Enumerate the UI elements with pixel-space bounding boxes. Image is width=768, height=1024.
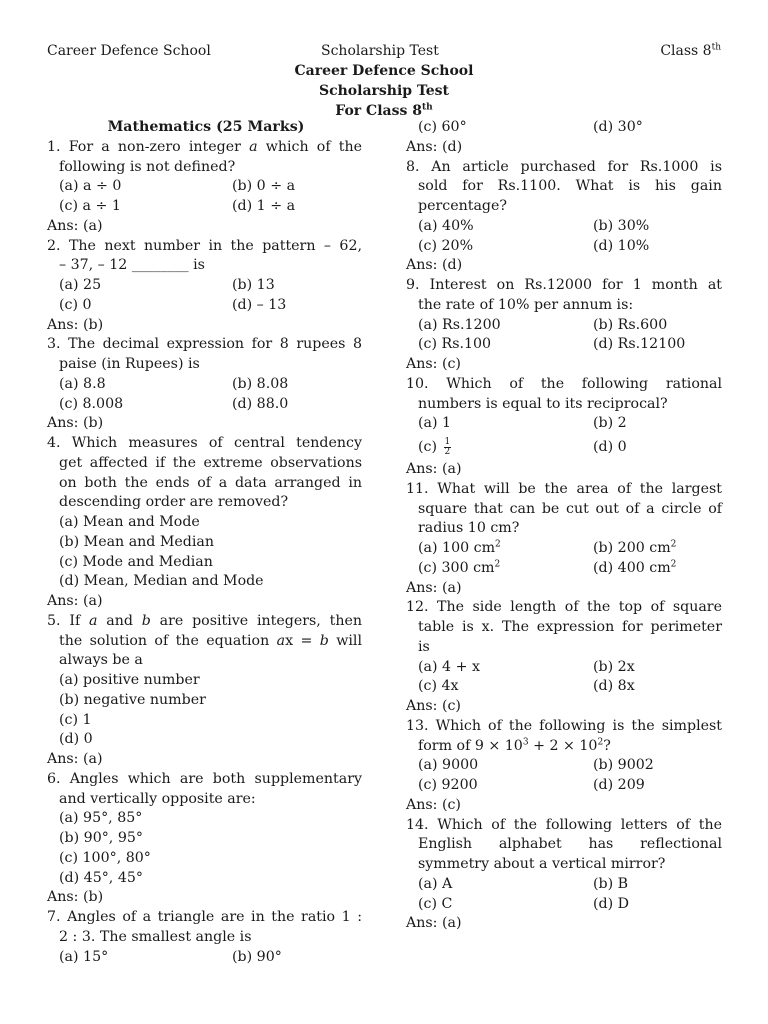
question-8: 8. An article purchased for Rs.1000 is sold for Rs.1100. What is his gain percentage? (a) 40% (b) 30% (c) 20% (d) 10% Ans: (d) [406, 158, 722, 277]
options-row: (a) a ÷ 0 (b) 0 ÷ a [59, 178, 296, 195]
options-row: (c) 4x (d) 8x [418, 678, 635, 695]
answer: Ans: (b) [47, 415, 104, 432]
title-school: Career Defence School [294, 63, 474, 79]
title-test: Scholarship Test [318, 83, 450, 99]
question-13: 13. Which of the following is the simplest form of $9 \times 10^3 + 2 \times 10^2$? (a) 9000 (b) 9002 (c) 9200 (d) 209 Ans: (c) [406, 717, 722, 816]
question-6: 6. Angles which are both supplementary and vertically opposite are: (a) 95°, 85° (b) 90°, 95° (c) 100°, 80° (d) 45°, 45° Ans: (b) [47, 770, 362, 908]
header-test: Scholarship Test [321, 43, 439, 59]
title-class: For Class 8th [335, 102, 433, 119]
options-row: (c) C (d) D [418, 895, 630, 912]
left-column [47, 118, 362, 967]
running-header [47, 43, 721, 63]
options-row: (a) 100 $cm^2$ (b) 200 $cm^2$ [418, 539, 677, 556]
options-row: (c) 20% (d) 10% [418, 237, 650, 254]
options-row: (c) 8.008 (d) 88.0 [59, 395, 289, 412]
options-row: (c) 300 $cm^2$ (d) 400 $cm^2$ [418, 559, 677, 576]
subject-heading: Mathematics (25 Marks) [107, 119, 305, 135]
question-5: 5. If a and b are positive integers, then the solution of the equation ax = b will always be a (a) positive number (b) negative number (c) 1 (d) 0 Ans: (a) [47, 612, 362, 770]
options-row: (c) $\frac{1}{2}$ (d) 0 [418, 436, 627, 457]
answer: Ans: (a) [406, 461, 462, 477]
answer: Ans: (b) [47, 889, 104, 906]
answer: Ans: (a) [47, 217, 103, 234]
answer: Ans: (c) [406, 356, 461, 372]
answer: Ans: (b) [47, 316, 104, 333]
answer: Ans: (a) [406, 915, 462, 932]
question-1: 1. For a non-zero integer a which of the following is not defined? (a) a ÷ 0 (b) 0 ÷ a (c) a ÷ 1 (d) 1 ÷ a Ans: (a) [47, 138, 362, 237]
question-11: 11. What will be the area of the largest square that can be cut out of a circle of radius 10 cm? (a) 100 $cm^2$ (b) 200 $cm^2$ (c) 300 $cm^2$ (d) 400 $cm^2$ Ans: (a) [406, 480, 722, 599]
options-row: (c) 9200 (d) 209 [418, 777, 645, 793]
question-4: 4. Which measures of central tendency get affected if the extreme observations on both the ends of a data arranged in descending order are removed? (a) Mean and Mode (b) Mean and Median (c) Mode and Median (d) Mean, Median and Mode Ans: (a) [47, 434, 362, 612]
options-row: (c) Rs.100 (d) Rs.12100 [418, 336, 686, 353]
options-row: (a) 8.8 (b) 8.08 [59, 375, 289, 392]
options-row: (c) 0 (d) – 13 [59, 296, 287, 313]
options-row: (a) 1 (b) 2 [418, 415, 627, 432]
options-row: (a) 15° (b) 90° [59, 948, 282, 965]
options-row: (c) a ÷ 1 (d) 1 ÷ a [59, 198, 296, 214]
fraction-one-half: $\frac{1}{2}$ [444, 436, 451, 457]
answer: Ans: (a) [47, 751, 103, 767]
answer: Ans: (c) [406, 796, 461, 813]
header-school: Career Defence School [47, 43, 211, 59]
options-row: (a) 4 + x (b) 2x [418, 658, 635, 675]
question-12: 12. The side length of the top of square table is x. The expression for perimeter is (a) 4 + x (b) 2x (c) 4x (d) 8x Ans: (c) [406, 598, 722, 717]
options-row: (a) Rs.1200 (b) Rs.600 [418, 316, 668, 333]
answer: Ans: (c) [406, 698, 461, 714]
question-7-continued [406, 118, 722, 158]
header-class: Class 8th [660, 42, 721, 59]
question-9: 9. Interest on Rs.12000 for 1 month at the rate of 10% per annum is: (a) Rs.1200 (b) Rs.600 (c) Rs.100 (d) Rs.12100 Ans: (c) [406, 276, 722, 375]
question-3: 3. The decimal expression for 8 rupees 8 paise (in Rupees) is (a) 8.8 (b) 8.08 (c) 8.008 (d) 88.0 Ans: (b) [47, 335, 362, 434]
answer: Ans: (d) [406, 138, 463, 155]
options-row: (a) A (b) B [418, 875, 629, 892]
options-row: (a) 25 (b) 13 [59, 277, 275, 293]
options-row: (a) 40% (b) 30% [418, 217, 650, 234]
answer: Ans: (a) [47, 593, 103, 609]
question-7: 7. Angles of a triangle are in the ratio 1 : 2 : 3. The smallest angle is (a) 15° (b) 90° [47, 908, 362, 967]
answer: Ans: (d) [406, 257, 463, 274]
options-row: (a) 9000 (b) 9002 [418, 757, 654, 774]
options-row: (c) 60° (d) 30° [418, 119, 643, 135]
document-titles [0, 61, 768, 121]
right-column [406, 118, 722, 934]
question-14: 14. Which of the following letters of the English alphabet has reflectional symmetry about a vertical mirror? (a) A (b) B (c) C (d) D Ans: (a) [406, 816, 722, 935]
answer: Ans: (a) [406, 579, 462, 596]
question-10: 10. Which of the following rational numbers is equal to its reciprocal? (a) 1 (b) 2 (c) $\frac{1}{2}$ (d) 0 Ans: (a) [406, 375, 722, 480]
question-2: 2. The next number in the pattern – 62, – 37, – 12 ________ is (a) 25 (b) 13 (c) 0 (d) – 13 Ans: (b) [47, 237, 362, 336]
